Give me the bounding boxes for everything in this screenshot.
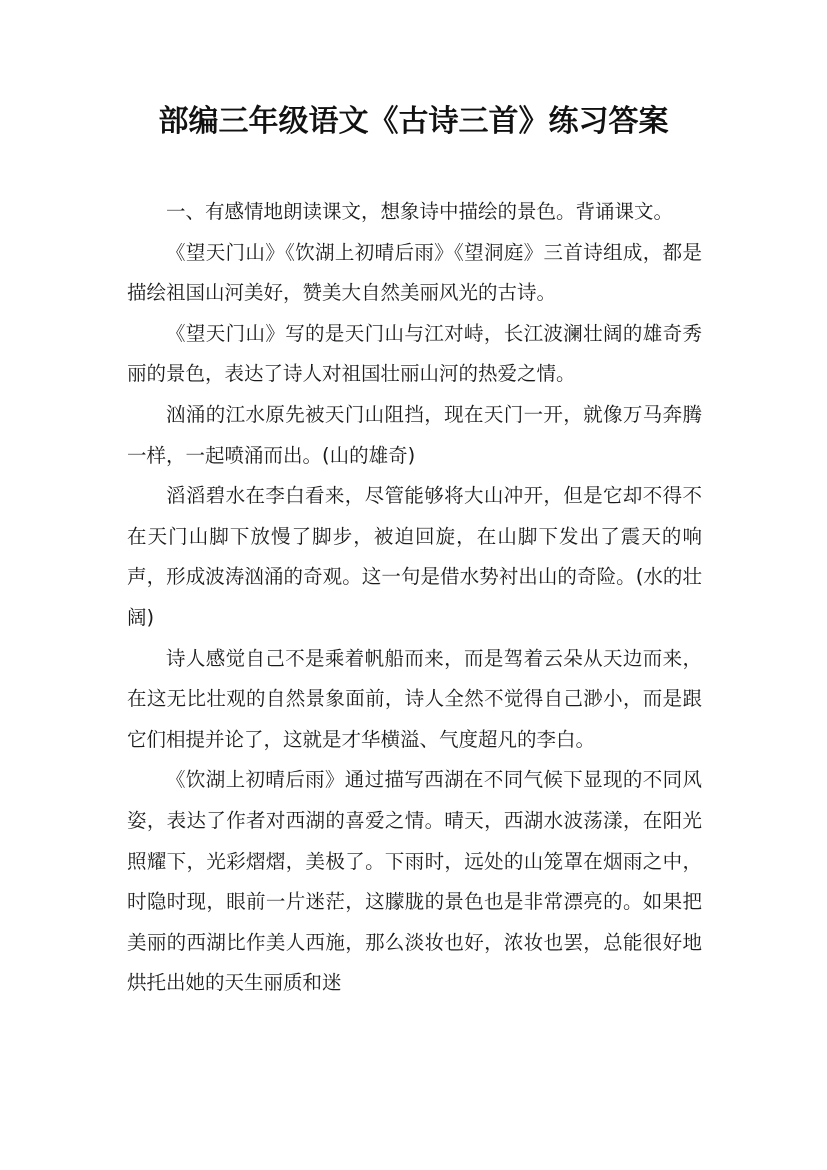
paragraph-tianmen-line-three: 诗人感觉自己不是乘着帆船而来，而是驾着云朵从天边而来，在这无比壮观的自然景象面前，诗人全然不觉得自己渺小，而是跟它们相提并论了，这就是才华横溢、气度超凡的李白。 (127, 646, 702, 751)
paragraph-tianmen-line-one: 汹涌的江水原先被天门山阻挡，现在天门一开，就像万马奔腾一样，一起喷涌而出。(山的雄奇) (127, 402, 702, 467)
document-body (127, 192, 702, 1004)
document-title: 部编三年级语文《古诗三首》练习答案 (158, 104, 669, 139)
paragraph-west-lake: 《饮湖上初晴后雨》通过描写西湖在不同气候下显现的不同风姿，表达了作者对西湖的喜爱之情。晴天，西湖水波荡漾，在阳光照耀下，光彩熠熠，美极了。下雨时，远处的山笼罩在烟雨之中，时隐时现，眼前一片迷茫，这朦胧的景色也是非常漂亮的。如果把美丽的西湖比作美人西施，那么淡妆也好，浓妆也罢，总能很好地烘托出她的天生丽质和迷 (127, 768, 702, 995)
paragraph-task-one: 一、有感情地朗读课文，想象诗中描绘的景色。背诵课文。 (166, 200, 674, 223)
paragraph-tianmen-summary: 《望天门山》写的是天门山与江对峙，长江波澜壮阔的雄奇秀丽的景色，表达了诗人对祖国壮丽山河的热爱之情。 (127, 321, 702, 386)
paragraph-overview: 《望天门山》《饮湖上初晴后雨》《望洞庭》三首诗组成，都是描绘祖国山河美好，赞美大自然美丽风光的古诗。 (127, 240, 702, 305)
paragraph-tianmen-line-two: 滔滔碧水在李白看来，尽管能够将大山冲开，但是它却不得不在天门山脚下放慢了脚步，被迫回旋，在山脚下发出了震天的响声，形成波涛汹涌的奇观。这一句是借水势衬出山的奇险。(水的壮阔) (127, 484, 702, 629)
